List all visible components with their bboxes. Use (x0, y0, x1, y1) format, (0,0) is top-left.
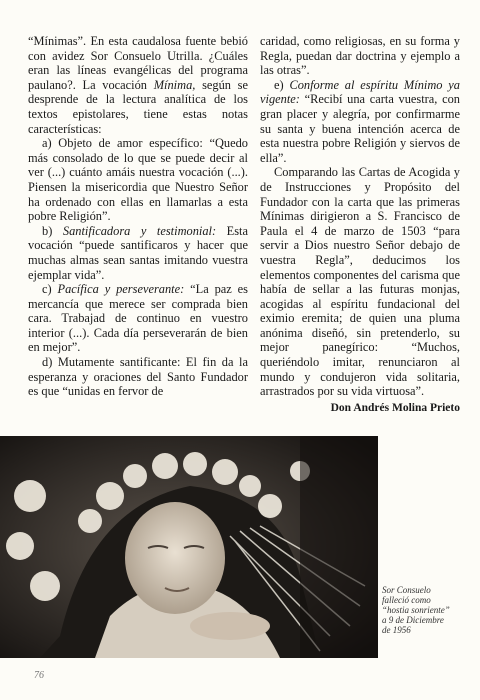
author-signature: Don Andrés Molina Prieto (330, 401, 460, 414)
point-b-text: Esta vocación “puede santificaros y hacer que muchas almas sean santas imitando vuestra ejemplar vida”. (28, 223, 249, 282)
point-b-label: b) (42, 223, 63, 238)
caption-line: falleció como (382, 595, 431, 605)
caption-line: a 9 de Diciembre (382, 615, 444, 625)
left-text-column (28, 34, 248, 399)
conclusion-paragraph: Comparando las Cartas de Acogida y de Instrucciones y Propósito del Fundador con la carta que las primeras Mínimas dirigieron a S. Francisco de Paula el 4 de marzo de 1503 “para servir a Dios nuestro Señor debajo de vuestra Regla”, deducimos los elementos componentes del carisma que había de sellar a las futuras monjas, acogidas al espíritu fundacional del eximio eremita; de quien una pluma anónima diseñó, sin pretenderlo, su mejor panegírico: “Muchos, queriéndolo imitar, renunciaron al mundo y condujeron vida solitaria, arrastrados por su vida virtuosa”. (260, 165, 460, 399)
continuation-paragraph: caridad, como religiosas, en su forma y Regla, puedan dar doctrina y ejemplo a las otras”. (260, 34, 460, 78)
caption-line: de 1956 (382, 625, 411, 635)
point-e (260, 78, 460, 166)
intro-text-end: según se desprende de la lectura analítica de los textos epistolares, tiene estas notas características: (28, 77, 248, 136)
point-b-title: Santificadora y testimonial: (62, 223, 217, 238)
point-e-text: “Recibí una carta vuestra, con gran placer y alegría, por confirmarme su santa y buena intención acerca de esta nuestra pobre Religión y siervos de ella”. (260, 92, 460, 165)
caption-line: Sor Consuelo (382, 585, 431, 595)
point-a: a) Objeto de amor específico: “Quedo más consolado de lo que se puede decir al ver (...) cuánto amáis nuestra vocación (...). Piensen la misericordia que Nuestro Señor ha ordenado con ellas en llamarlas a esta pobre Religión”. (28, 136, 248, 224)
point-c-text: “La paz es mercancía que merece ser comprada bien cara. Trabajad de continuo en vuestro interior (...). Cada día perseverarán de bien en mejor”. (28, 282, 248, 355)
intro-text: “Mínimas”. En esta caudalosa fuente bebió con avidez Sor Consuelo Utrilla. ¿Cuáles eran las líneas evangélicas del programa paulano?. La vocación (28, 34, 248, 92)
caption-line: “hostia sonriente” (382, 605, 450, 615)
point-e-label: e) (274, 77, 290, 92)
point-c-label: c) (42, 282, 58, 297)
point-b (28, 224, 248, 282)
intro-paragraph (28, 34, 248, 136)
point-c-title: Pacífica y perseverante: (57, 282, 185, 297)
memorial-photo (0, 436, 378, 658)
point-d: d) Mutamente santificante: El fin da la esperanza y oraciones del Santo Fundador es que “unidas en fervor de (28, 355, 248, 399)
point-e-title: Conforme al espíritu Mínimo ya vigente: (260, 77, 460, 107)
page-number: 76 (34, 670, 44, 681)
photo-illustration (0, 436, 378, 658)
point-c (28, 282, 248, 355)
right-text-column (260, 34, 460, 415)
intro-italic: Mínima, (153, 77, 196, 92)
photo-caption (382, 585, 472, 635)
